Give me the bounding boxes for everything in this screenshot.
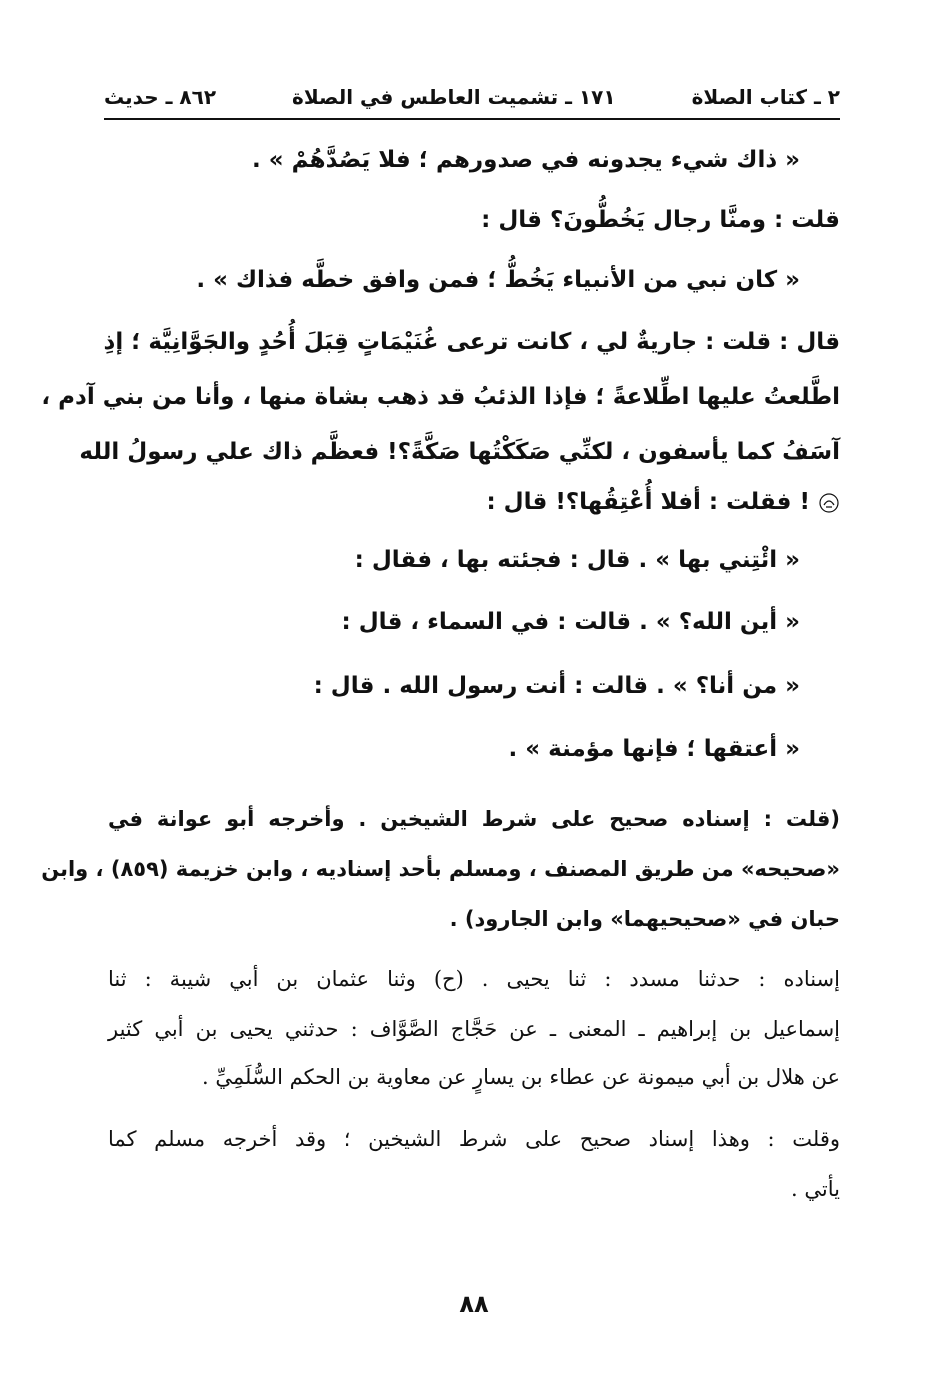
isnad-line: إسماعيل بن إبراهيم ـ المعنى ـ عن حَجَّاج الصَّوَّاف : حدثني يحيى بن أبي كثير <box>108 1017 840 1041</box>
hadith-line: « ذاك شيء يجدونه في صدورهم ؛ فلا يَصُدَّهُمْ » . <box>252 147 800 173</box>
header-chapter: ٢ ـ كتاب الصلاة <box>691 85 840 109</box>
remark-line: يأتي . <box>791 1177 840 1201</box>
hadith-line: « من أنا؟ » . قالت : أنت رسول الله . قال : <box>313 673 800 699</box>
commentary-line: «صحيحه» من طريق المصنف ، ومسلم بأحد إسناديه ، وابن خزيمة (٨٥٩) ، وابن <box>41 857 840 881</box>
header-divider <box>104 118 840 120</box>
page-number: ٨٨ <box>459 1290 489 1318</box>
hadith-line: « أين الله؟ » . قالت : في السماء ، قال : <box>341 609 800 635</box>
salla-allahu-alayhi-wasallam-icon <box>818 492 840 514</box>
hadith-line: « كان نبي من الأنبياء يَخُطُّ ؛ فمن وافق خطَّه فذاك » . <box>196 267 800 293</box>
commentary-line: (قلت : إسناده صحيح على شرط الشيخين . وأخرجه أبو عوانة في <box>108 807 840 831</box>
commentary-line: حبان في «صحيحيهما» وابن الجارود) . <box>449 907 840 931</box>
header-section: ١٧١ ـ تشميت العاطس في الصلاة <box>292 85 616 109</box>
hadith-line: اطَّلعتُ عليها اطِّلاعةً ؛ فإذا الذئبُ قد ذهب بشاة منها ، وأنا من بني آدم ، <box>41 384 840 410</box>
isnad-line: عن هلال بن أبي ميمونة عن عطاء بن يسارٍ عن معاوية بن الحكم السُّلَمِيِّ . <box>202 1065 840 1089</box>
hadith-line-with-icon <box>108 488 840 518</box>
remark-line: وقلت : وهذا إسناد صحيح على شرط الشيخين ؛ وقد أخرجه مسلم كما <box>108 1127 840 1151</box>
hadith-line: « ائْتِني بها » . قال : فجئته بها ، فقال : <box>354 547 800 573</box>
hadith-line: قلت : ومنَّا رجال يَخُطُّونَ؟ قال : <box>481 207 840 233</box>
running-header <box>104 78 840 116</box>
header-hadith-number: ٨٦٢ ـ حديث <box>104 85 217 109</box>
hadith-line-text: ! فقلت : أفلا أُعْتِقُها؟! قال : <box>486 489 810 515</box>
hadith-line: آسَفُ كما يأسفون ، لكنِّي صَكَكْتُها صَكَّةً؟! فعظَّم ذاك علي رسولُ الله <box>79 439 840 465</box>
hadith-line: قال : قلت : جاريةٌ لي ، كانت ترعى غُنَيْمَاتٍ قِبَلَ أُحُدٍ والجَوَّانِيَّة ؛ إذِ <box>103 329 840 355</box>
isnad-line: إسناده : حدثنا مسدد : ثنا يحيى . (ح) وثنا عثمان بن أبي شيبة : ثنا <box>108 967 840 991</box>
hadith-line: « أعتقها ؛ فإنها مؤمنة » . <box>508 736 800 762</box>
